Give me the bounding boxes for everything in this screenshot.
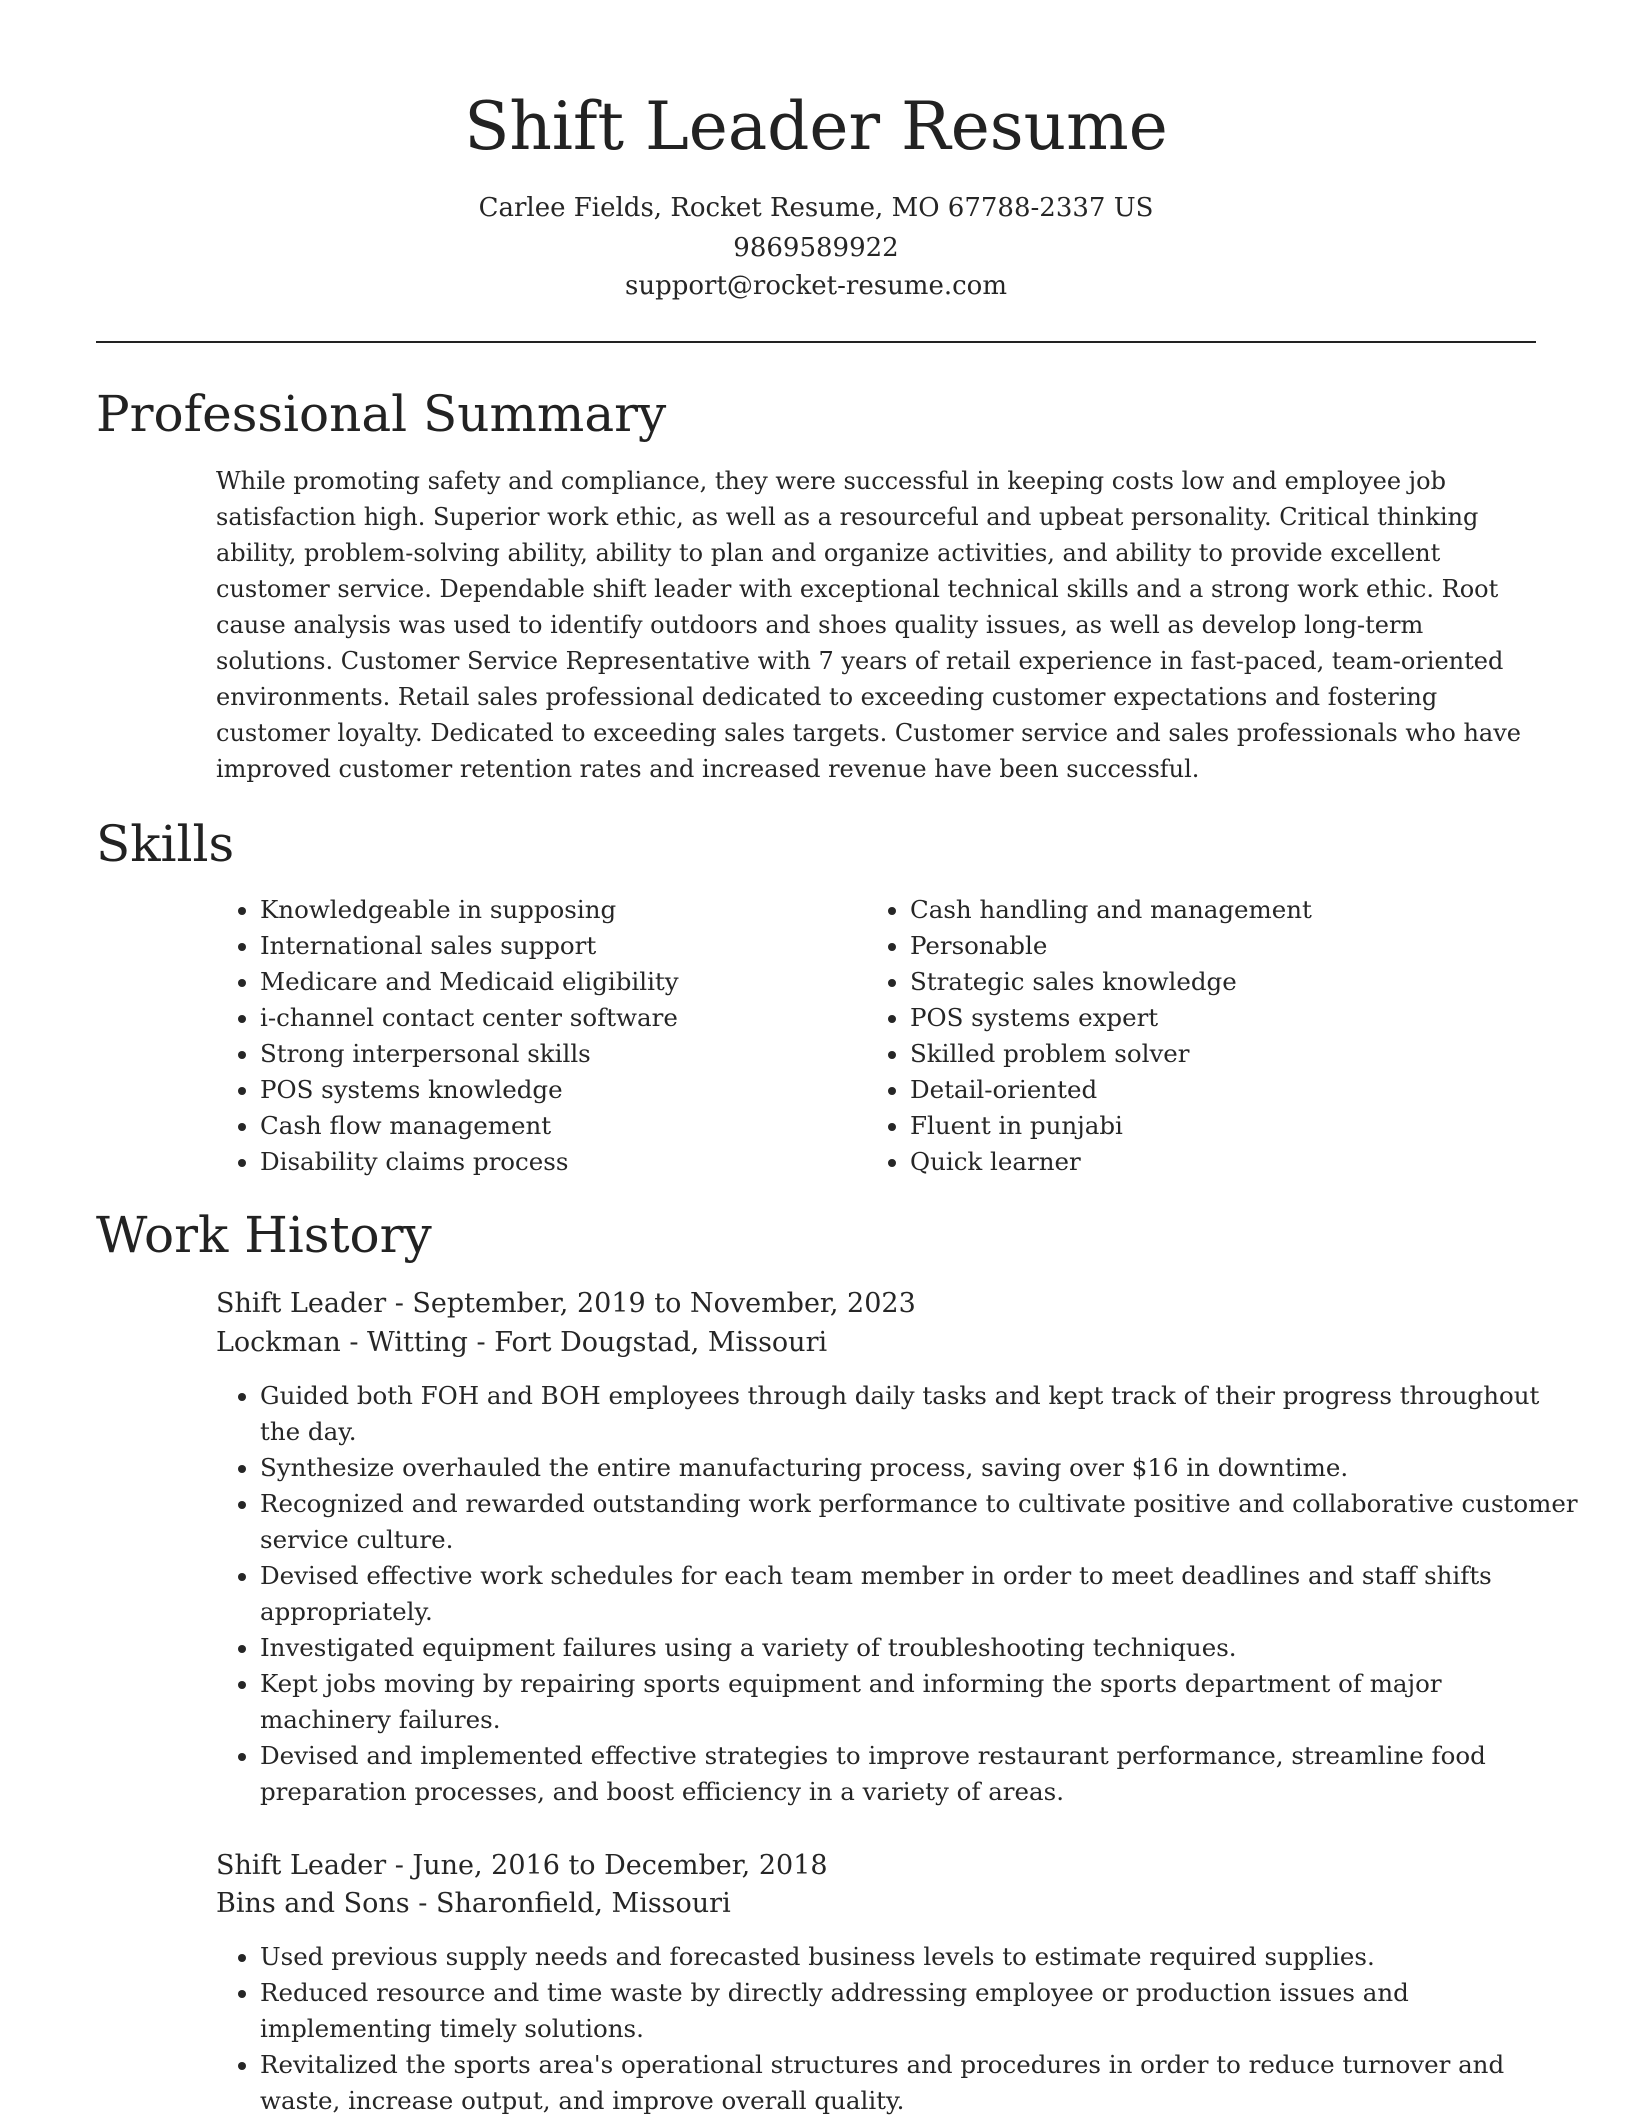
job-bullet-list <box>216 1939 1580 2119</box>
job-title-line: Shift Leader - September, 2019 to November, 2023 <box>216 1288 916 1319</box>
job-bullet: • Synthesize overhauled the entire manufacturing process, saving over $16 in downtime. <box>260 1450 1580 1486</box>
section-heading-work-history: Work History <box>96 1206 432 1264</box>
contact-address: Carlee Fields, Rocket Resume, MO 67788-2337 US <box>478 193 1154 223</box>
job-bullet: • Used previous supply needs and forecasted business levels to estimate required supplies. <box>260 1939 1580 1975</box>
job-bullet: • Devised and implemented effective strategies to improve restaurant performance, streamline food preparation processes, and boost efficiency in a variety of areas. <box>260 1738 1580 1810</box>
contact-phone: 9869589922 <box>733 233 899 263</box>
skill-item: • Strong interpersonal skills <box>260 1036 860 1072</box>
skill-item: • Quick learner <box>910 1144 1580 1180</box>
skill-item: • Cash flow management <box>260 1108 860 1144</box>
skill-item: • Medicare and Medicaid eligibility <box>260 964 860 1000</box>
skill-item: • i-channel contact center software <box>260 1000 860 1036</box>
job-title-line: Shift Leader - June, 2016 to December, 2018 <box>216 1850 828 1881</box>
skill-item: • Personable <box>910 928 1580 964</box>
skills-list-right <box>866 892 1580 1180</box>
skill-item: • Disability claims process <box>260 1144 860 1180</box>
header-divider <box>96 341 1536 343</box>
skills-list-left <box>216 892 860 1180</box>
job-bullet: • Guided both FOH and BOH employees through daily tasks and kept track of their progress throughout the day. <box>260 1378 1580 1450</box>
job-company-line: Lockman - Witting - Fort Dougstad, Missouri <box>216 1327 828 1358</box>
job-bullet: • Revitalized the sports area's operational structures and procedures in order to reduce turnover and waste, increase output, and improve overall quality. <box>260 2047 1580 2119</box>
job-bullet: • Kept jobs moving by repairing sports equipment and informing the sports department of major machinery failures. <box>260 1666 1580 1738</box>
job-bullet: • Recognized and rewarded outstanding work performance to cultivate positive and collaborative customer service culture. <box>260 1486 1580 1558</box>
skill-item: • Detail-oriented <box>910 1072 1580 1108</box>
skill-item: • Cash handling and management <box>910 892 1580 928</box>
resume-title: Shift Leader Resume <box>464 88 1168 165</box>
skill-item: • International sales support <box>260 928 860 964</box>
section-heading-summary: Professional Summary <box>96 385 667 443</box>
skill-item: • Knowledgeable in supposing <box>260 892 860 928</box>
skill-item: • Strategic sales knowledge <box>910 964 1580 1000</box>
skill-item: • POS systems expert <box>910 1000 1580 1036</box>
job-bullet: • Investigated equipment failures using a variety of troubleshooting techniques. <box>260 1630 1580 1666</box>
summary-text: While promoting safety and compliance, they were successful in keeping costs low and employee job satisfaction high. Superior work ethic, as well as a resourceful and upbeat personality. Critical thinking ability, problem-solving ability, ability to plan and organize activities, and ability to provide excellent customer service. Dependable shift leader with exceptional technical skills and a strong work ethic. Root cause analysis was used to identify outdoors and shoes quality issues, as well as develop long-term solutions. Customer Service Representative with 7 years of retail experience in fast-paced, team-oriented environments. Retail sales professional dedicated to exceeding customer expectations and fostering customer loyalty. Dedicated to exceeding sales targets. Customer service and sales professionals who have improved customer retention rates and increased revenue have been successful. <box>216 467 1521 783</box>
job-company-line: Bins and Sons - Sharonfield, Missouri <box>216 1888 731 1919</box>
job-bullet: • Reduced resource and time waste by directly addressing employee or production issues and implementing timely solutions. <box>260 1975 1580 2047</box>
section-heading-skills: Skills <box>96 815 235 873</box>
skill-item: • Skilled problem solver <box>910 1036 1580 1072</box>
skill-item: • Fluent in punjabi <box>910 1108 1580 1144</box>
skill-item: • POS systems knowledge <box>260 1072 860 1108</box>
job-bullet: • Devised effective work schedules for each team member in order to meet deadlines and staff shifts appropriately. <box>260 1558 1580 1630</box>
contact-email: support@rocket-resume.com <box>624 271 1007 301</box>
job-bullet-list <box>216 1378 1580 1810</box>
